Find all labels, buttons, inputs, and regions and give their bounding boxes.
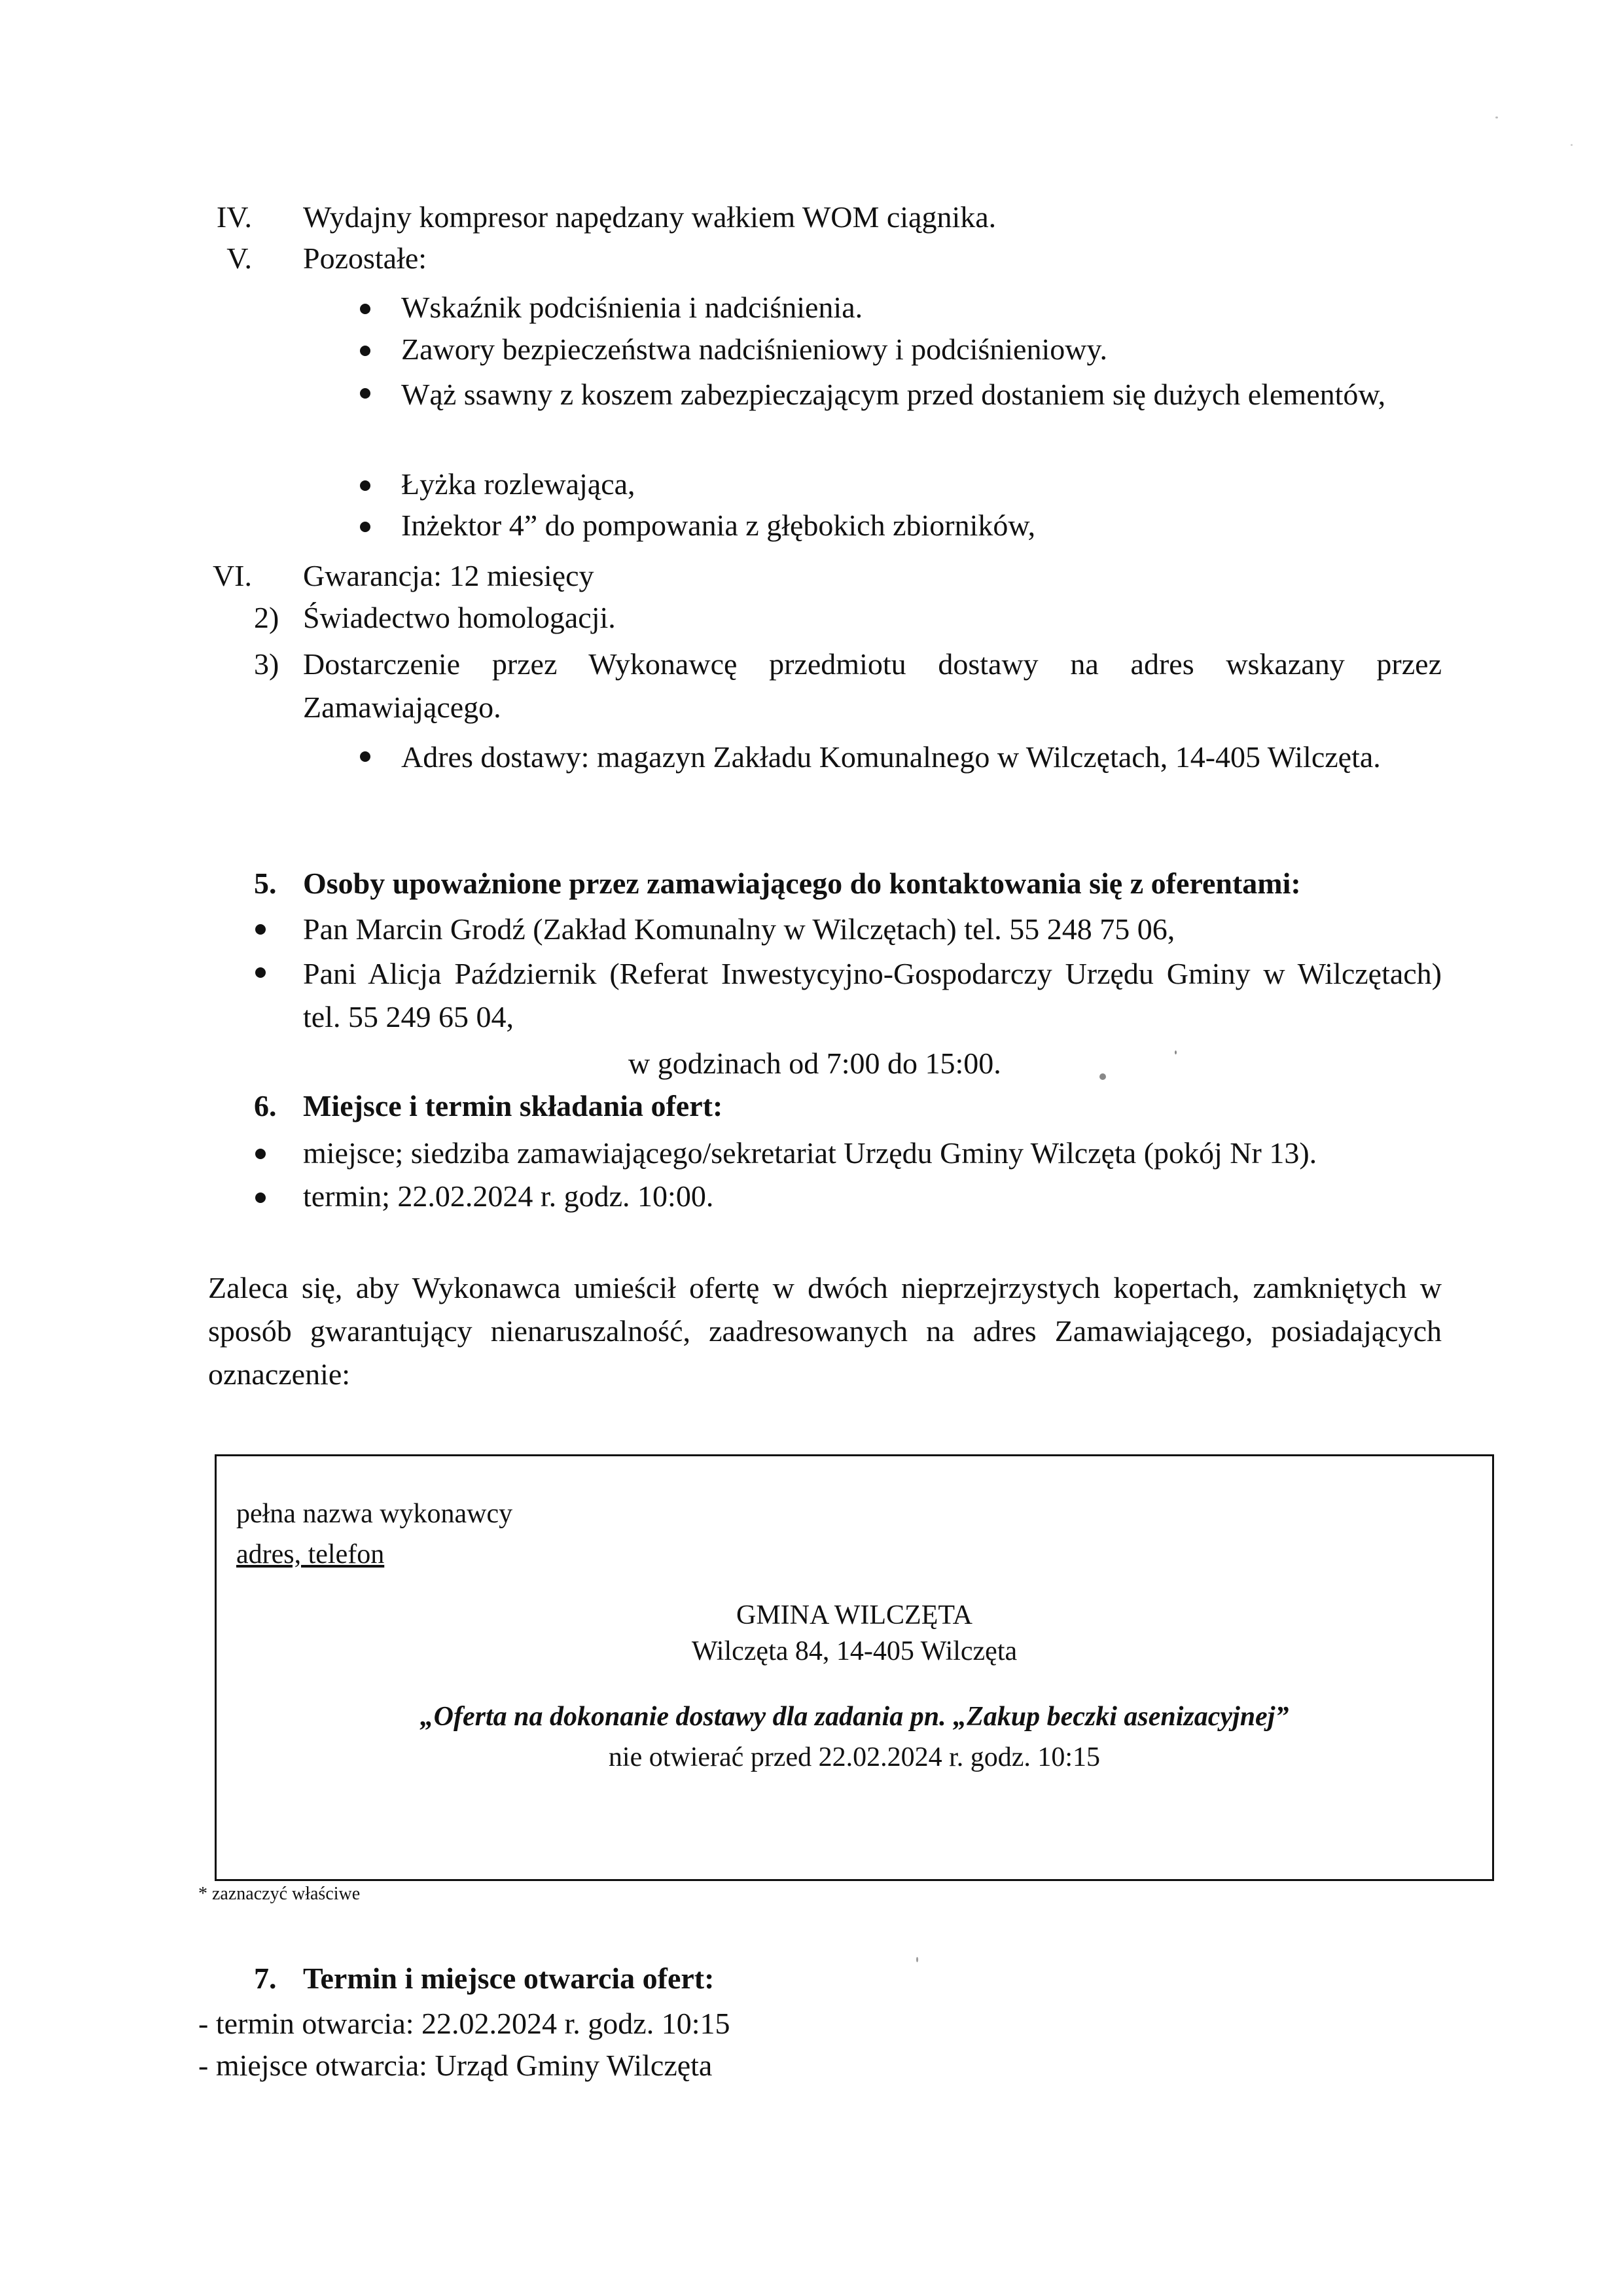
section-v-text: Pozostałe: xyxy=(303,242,427,275)
bullet-icon xyxy=(360,751,370,762)
submission-item: termin; 22.02.2024 r. godz. 10:00. xyxy=(303,1179,714,1213)
point-3-number: 3) xyxy=(254,647,279,681)
offer-title: „Oferta na dokonanie dostawy dla zadania pn. „Zakup beczki asenizacyjnej” xyxy=(419,1702,1289,1732)
section-6-heading: Miejsce i termin składania ofert: xyxy=(303,1089,723,1122)
bullet-icon xyxy=(360,522,370,532)
section-iv-text: Wydajny kompresor napędzany wałkiem WOM ciągnika. xyxy=(303,200,997,234)
section-vi-text: Gwarancja: 12 miesięcy xyxy=(303,559,594,592)
roman-numeral-v: V. xyxy=(226,242,252,275)
submission-item: miejsce; siedziba zamawiającego/sekretariat Urzędu Gminy Wilczęta (pokój Nr 13). xyxy=(303,1136,1317,1170)
sender-address: adres, telefon xyxy=(236,1539,385,1570)
list-item: Zawory bezpieczeństwa nadciśnieniowy i podciśnieniowy. xyxy=(401,332,1107,366)
section-5-heading: Osoby upoważnione przez zamawiającego do kontaktowania się z oferentami: xyxy=(303,867,1301,900)
roman-numeral-iv: IV. xyxy=(216,200,252,234)
section-7-number: 7. xyxy=(254,1962,277,1995)
bullet-icon xyxy=(255,1193,266,1203)
scan-speck xyxy=(1571,144,1573,146)
roman-numeral-vi: VI. xyxy=(212,559,252,592)
section-6-number: 6. xyxy=(254,1089,277,1122)
recipient-name: GMINA WILCZĘTA xyxy=(736,1600,972,1630)
scan-speck xyxy=(1495,117,1498,118)
do-not-open-note: nie otwierać przed 22.02.2024 r. godz. 10:15 xyxy=(608,1742,1101,1772)
point-2-number: 2) xyxy=(254,601,279,634)
bullet-icon xyxy=(360,388,370,399)
bullet-icon xyxy=(360,304,370,314)
opening-place: - miejsce otwarcia: Urząd Gminy Wilczęta xyxy=(198,2049,713,2082)
bullet-icon xyxy=(360,480,370,491)
bullet-icon xyxy=(255,1149,266,1159)
recommendation-paragraph: Zaleca się, aby Wykonawca umieścił ofertę w dwóch nieprzejrzystych kopertach, zamkniętych w sposób gwarantujący nienaruszalność, zaadresowanych na adres Zamawiającego, posiadających oznaczenie: xyxy=(208,1271,1442,1391)
section-7-heading: Termin i miejsce otwarcia ofert: xyxy=(303,1962,715,1995)
bullet-icon xyxy=(360,346,370,356)
scan-speck xyxy=(916,1957,918,1962)
point-3-text: Dostarczenie przez Wykonawcę przedmiotu dostawy na adres wskazany przez Zamawiającego. xyxy=(303,647,1442,724)
scan-speck xyxy=(1175,1050,1177,1054)
opening-date: - termin otwarcia: 22.02.2024 r. godz. 10:15 xyxy=(198,2007,730,2040)
list-item: Inżektor 4” do pompowania z głębokich zbiorników, xyxy=(401,509,1036,542)
footnote: * zaznaczyć właściwe xyxy=(198,1884,361,1904)
point-2-text: Świadectwo homologacji. xyxy=(303,601,616,634)
delivery-address: Adres dostawy: magazyn Zakładu Komunalnego w Wilczętach, 14-405 Wilczęta. xyxy=(401,740,1381,774)
list-item: Wąż ssawny z koszem zabezpieczającym przed dostaniem się dużych elementów, xyxy=(401,378,1386,411)
list-item: Wskaźnik podciśnienia i nadciśnienia. xyxy=(401,291,863,324)
envelope-label-box xyxy=(215,1454,1494,1881)
scan-speck xyxy=(1099,1073,1106,1080)
bullet-icon xyxy=(255,924,266,935)
recipient-address: Wilczęta 84, 14-405 Wilczęta xyxy=(691,1636,1018,1666)
list-item: Łyżka rozlewająca, xyxy=(401,467,635,501)
bullet-icon xyxy=(255,967,266,978)
contact-item: Pan Marcin Grodź (Zakład Komunalny w Wilczętach) tel. 55 248 75 06, xyxy=(303,912,1175,946)
sender-name: pełna nazwa wykonawcy xyxy=(236,1499,513,1529)
contact-hours: w godzinach od 7:00 do 15:00. xyxy=(628,1047,1001,1080)
section-5-number: 5. xyxy=(254,867,277,900)
contact-item: Pani Alicja Październik (Referat Inwestycyjno-Gospodarczy Urzędu Gminy w Wilczętach) tel. 55 249 65 04, xyxy=(303,957,1442,1033)
